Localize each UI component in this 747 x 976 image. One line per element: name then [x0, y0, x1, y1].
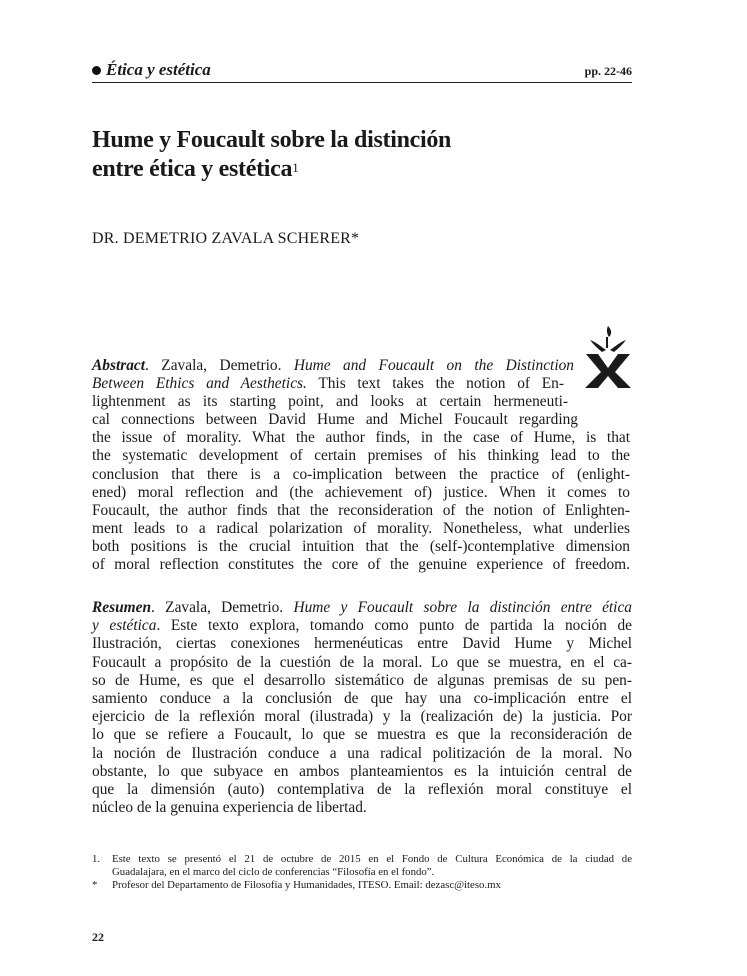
- abstract-line: of moral reflection constitutes the core of the genuine experience of freedom.: [92, 556, 630, 574]
- resumen-line: samiento conduce a la conclusión de que hay una co-implicación entre el: [92, 690, 632, 708]
- resumen-line: que la dimensión (auto) contemplativa de la reflexión moral constituye el: [92, 781, 632, 799]
- bullet-icon: [92, 66, 101, 75]
- abstract-line: lightenment as its starting point, and looks at certain hermeneuti-: [92, 393, 568, 411]
- footnote-marker: *: [92, 879, 98, 891]
- abstract-line: Between Ethics and Aesthetics. This text takes the notion of En-: [92, 375, 564, 393]
- resumen-line: so de Hume, es que el desarrollo sistemático de algunas premisas de su pen-: [92, 671, 632, 689]
- page-range: pp. 22-46: [584, 64, 632, 78]
- resumen-line: ejercicio de la reflexión moral (ilustrada) y la (realización de) la justicia. Por: [92, 708, 632, 726]
- footnote-marker: 1.: [92, 853, 101, 865]
- footnote-line: Profesor del Departamento de Filosofía y Humanidades, ITESO. Email: dezasc@iteso.mx: [112, 879, 501, 891]
- resumen-line: núcleo de la genuina experiencia de libertad.: [92, 799, 367, 817]
- title-footnote-ref: 1: [292, 160, 299, 175]
- abstract-line: cal connections between David Hume and Michel Foucault regarding: [92, 411, 578, 429]
- page-number: 22: [92, 930, 104, 944]
- resumen-line: Ilustración, ciertas conexiones hermenéuticas entre David Hume y Michel: [92, 635, 632, 653]
- footnote-line: Este texto se presentó el 21 de octubre de 2015 en el Fondo de Cultura Económica de la ciudad de: [112, 853, 632, 865]
- running-header: [92, 60, 632, 84]
- resumen-line: la noción de Ilustración conduce a una radical politización de la moral. No: [92, 744, 632, 762]
- section-title: Ética y estética: [106, 60, 211, 79]
- abstract-label: Abstract: [92, 357, 146, 374]
- article-title: [92, 126, 572, 184]
- abstract-line: conclusion that there is a co-implication between the practice of (enlight-: [92, 465, 630, 483]
- abstract-line: ment leads to a radical polarization of morality. Nonetheless, what underlies: [92, 519, 630, 537]
- resumen-line: y estética. Este texto explora, tomando como punto de partida la noción de: [92, 617, 632, 635]
- title-line-2: entre ética y estética$^1$: [92, 156, 299, 182]
- footnote-line: Guadalajara, en el marco del ciclo de conferencias “Filosofía en el fondo”.: [112, 866, 435, 878]
- abstract-line: Foucault, the author finds that the reconsideration of the notion of Enlighten-: [92, 501, 630, 519]
- footnote-1: [92, 853, 632, 879]
- abstract-line: ened) moral reflection and (the achievement of) justice. When it comes to: [92, 483, 630, 501]
- resumen-label: Resumen: [92, 599, 152, 616]
- abstract-line: the systematic development of certain premises of his thinking lead to the: [92, 447, 630, 465]
- header-rule: [92, 82, 632, 83]
- resumen: [92, 599, 632, 817]
- author-name: DR. DEMETRIO ZAVALA SCHERER*: [92, 230, 360, 247]
- abstract-line: Abstract. Zavala, Demetrio. Hume and Foucault on the Distinction: [92, 357, 574, 374]
- resumen-line: Resumen. Zavala, Demetrio. Hume y Foucault sobre la distinción entre ética: [92, 599, 632, 616]
- footnotes: [92, 853, 632, 892]
- title-line-1: Hume y Foucault sobre la distinción: [92, 127, 452, 153]
- abstract: [92, 357, 630, 574]
- footnote-author: [92, 879, 632, 892]
- abstract-line: both positions is the crucial intuition that the (self-)contemplative dimension: [92, 537, 630, 555]
- abstract-line: the issue of morality. What the author finds, in the case of Hume, is that: [92, 429, 630, 447]
- resumen-line: obstante, lo que subyace en ambos planteamientos es la intuición central de: [92, 762, 632, 780]
- resumen-line: Foucault a propósito de la cuestión de la moral. Lo que se muestra, en el ca-: [92, 653, 632, 671]
- resumen-line: lo que se refiere a Foucault, lo que se muestra es que la reconsideración de: [92, 726, 632, 744]
